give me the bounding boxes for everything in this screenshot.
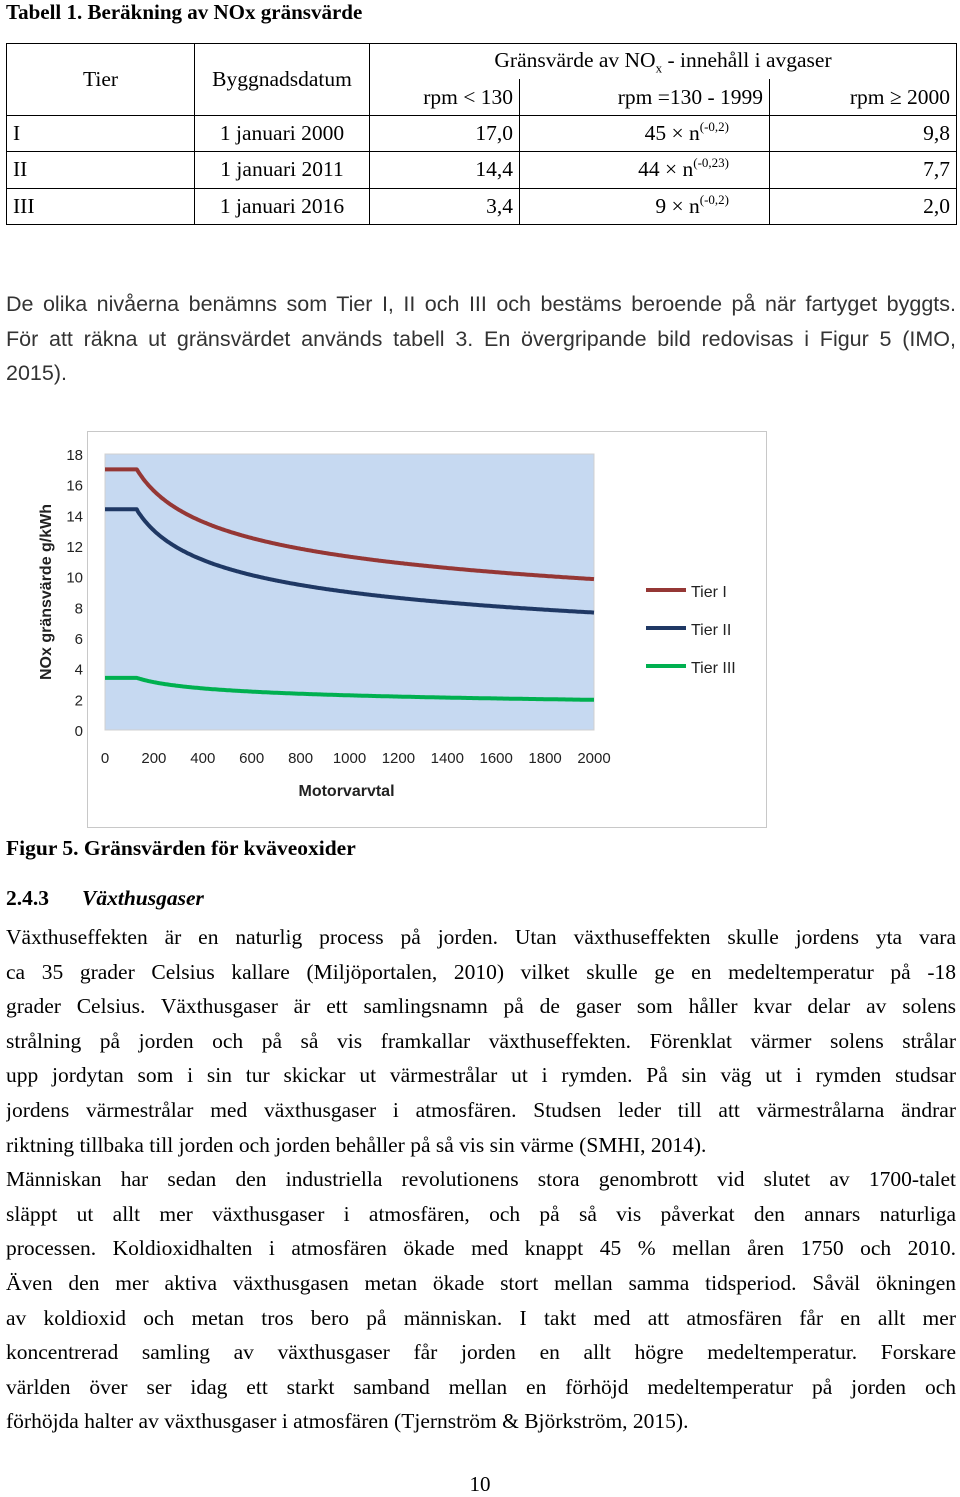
x-tick-label: 1000 <box>332 750 367 767</box>
legend-label: Tier I <box>691 584 727 601</box>
header-build-date: Byggnadsdatum <box>195 44 370 116</box>
cell-date: 1 januari 2016 <box>195 188 370 224</box>
x-tick-label: 1600 <box>479 750 513 767</box>
y-axis-label: NOx gränsvärde g/kWh <box>38 503 55 681</box>
intro-line: 2015). <box>6 361 67 386</box>
section-title: Växthusgaser <box>82 886 204 910</box>
intro-line: De olika nivåerna benämns som Tier I, II och III och bestäms beroende på när fartyget byggts. <box>6 292 956 316</box>
x-tick-label: 200 <box>141 750 167 767</box>
body-line: världen över ser idag ett starkt samband mellan en förhöjd medeltemperatur på jorden och <box>6 1374 956 1399</box>
intro-line: För att räkna ut gränsvärdet används tabell 3. En övergripande bild redovisas i Figur 5 (IMO, <box>6 326 956 351</box>
cell-high: 9,8 <box>770 115 957 151</box>
legend-label: Tier III <box>691 660 736 677</box>
y-tick-label: 16 <box>66 477 83 495</box>
body-line: Även den mer aktiva växthusgasen metan ökade stort mellan samma tidsperiod. Såväl ökningen <box>6 1270 956 1295</box>
cell-date: 1 januari 2011 <box>195 152 370 188</box>
section-number: 2.4.3 <box>6 886 49 910</box>
y-tick-label: 8 <box>74 600 83 618</box>
body-line: släppt ut allt mer växthusgaser i atmosfären, och på så vis påverkat den annars naturliga <box>6 1201 956 1226</box>
cell-tier: I <box>7 115 195 151</box>
body-line: av koldioxid och metan tros bero på människan. I takt med att atmosfären får en allt mer <box>6 1305 956 1330</box>
y-tick-label: 10 <box>66 569 83 587</box>
header-rpm-mid: rpm =130 - 1999 <box>520 79 770 115</box>
table-caption: Tabell 1. Beräkning av NOx gränsvärde <box>6 0 363 24</box>
body-line: ca 35 grader Celsius kallare (Miljöportalen, 2010) vilket skulle ge en medeltemperatur på -18 <box>6 959 956 984</box>
cell-high: 2,0 <box>770 188 957 224</box>
body-line: strålning på jorden och på så vis framkallar växthuseffekten. Förenklat värmer solens strålar <box>6 1028 956 1053</box>
section-heading <box>6 886 204 911</box>
y-tick-label: 0 <box>74 723 83 740</box>
cell-low: 3,4 <box>370 188 520 224</box>
x-tick-label: 1800 <box>528 750 562 767</box>
x-axis-label: Motorvarvtal <box>298 783 395 800</box>
body-line: processen. Koldioxidhalten i atmosfären ökade med knappt 45 % mellan åren 1750 och 2010. <box>6 1236 956 1261</box>
x-tick-label: 800 <box>288 750 314 767</box>
cell-mid: $44 \times n^{(-0,23)}$ <box>520 152 770 188</box>
legend-label: Tier II <box>691 622 732 639</box>
body-line: Människan har sedan den industriella revolutionens stora genombrott vid slutet av 1700-talet <box>6 1167 956 1192</box>
cell-date: 1 januari 2000 <box>195 115 370 151</box>
figure-caption: Figur 5. Gränsvärden för kväveoxider <box>6 836 356 860</box>
y-tick-label: 6 <box>74 631 83 648</box>
y-tick-label: 14 <box>66 508 83 526</box>
x-tick-label: 0 <box>100 750 110 767</box>
cell-tier: II <box>7 152 195 188</box>
cell-tier: III <box>7 188 195 224</box>
x-tick-label: 400 <box>190 750 216 767</box>
body-line: Växthuseffekten är en naturlig process på jorden. Utan växthuseffekten skulle jordens yta vara <box>6 925 956 949</box>
cell-low: 14,4 <box>370 152 520 188</box>
body-text <box>6 920 956 1439</box>
page-number: 10 <box>469 1472 491 1496</box>
body-line: förhöjda halter av växthusgaser i atmosfären (Tjernström & Björkström, 2015). <box>6 1409 689 1434</box>
y-tick-label: 18 <box>66 447 83 464</box>
body-line: koncentrerad samling av växthusgaser får jorden en allt högre medeltemperatur. Forskare <box>6 1340 956 1365</box>
body-line: riktning tillbaka till jorden och jorden behåller på så vis sin värme (SMHI, 2014). <box>6 1132 707 1157</box>
cell-low: 17,0 <box>370 115 520 151</box>
x-tick-label: 1400 <box>430 750 464 767</box>
y-tick-label: 2 <box>74 692 83 710</box>
header-limit-group: Gränsvärde av $NO_x$ - innehåll i avgaser <box>370 44 957 80</box>
header-rpm-high: rpm ≥ 2000 <box>770 79 957 115</box>
header-rpm-low: rpm < 130 <box>370 79 520 115</box>
header-tier: Tier <box>7 44 195 116</box>
x-tick-label: 2000 <box>577 750 611 767</box>
body-line: upp jordytan som i sin tur skickar ut värmestrålar ut i rymden. På sin väg ut i rymden studsar <box>6 1063 956 1088</box>
body-line: jordens värmestrålar med växthusgaser i atmosfären. Studsen leder till att värmestrålarna ändrar <box>6 1097 956 1122</box>
cell-high: 7,7 <box>770 152 957 188</box>
cell-mid: $45 \times n^{(-0,2)}$ <box>520 115 770 151</box>
y-tick-label: 4 <box>74 661 83 679</box>
body-line: grader Celsius. Växthusgaser är ett samlingsnamn på de gaser som håller kvar delar av solens <box>6 994 956 1019</box>
cell-mid: $9 \times n^{(-0,2)}$ <box>520 188 770 224</box>
x-tick-label: 600 <box>239 750 265 767</box>
x-tick-label: 1200 <box>381 750 416 767</box>
y-tick-label: 12 <box>66 539 83 556</box>
